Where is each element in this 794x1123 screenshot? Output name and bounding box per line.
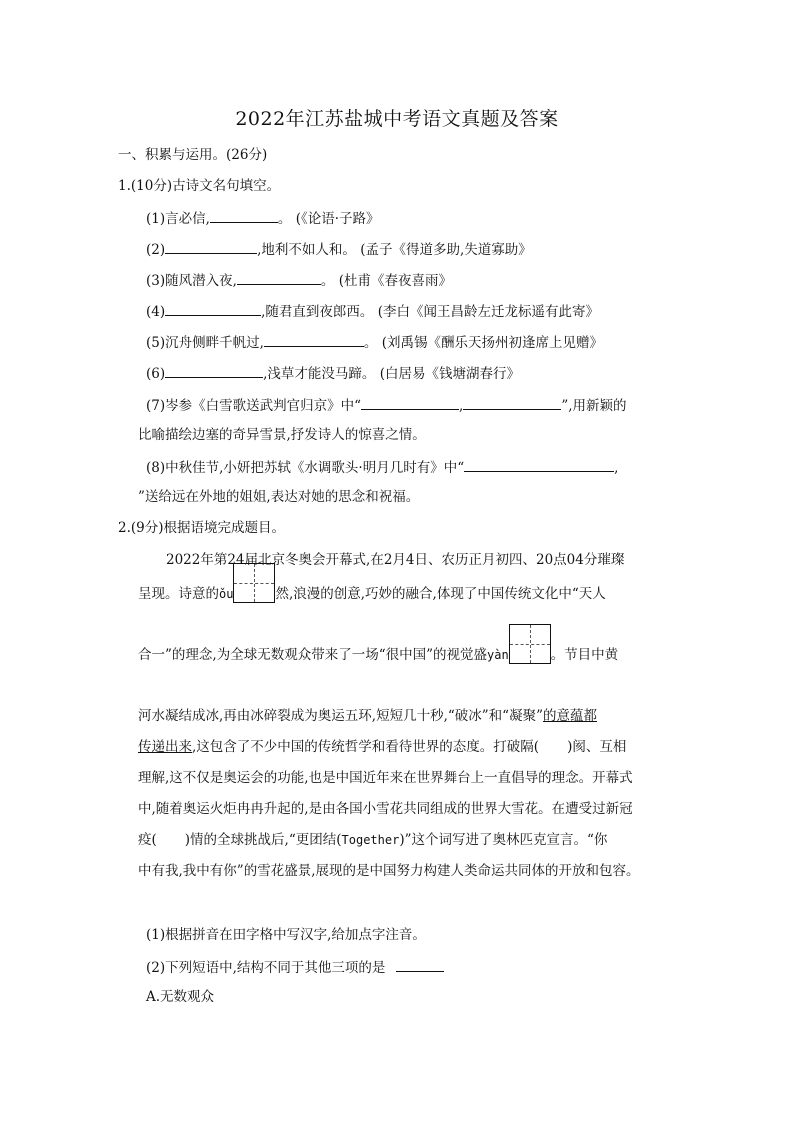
q1-item-5: (5)沉舟侧畔千帆过, 。 (刘禹锡《酬乐天扬州初逢席上见赠》: [146, 332, 603, 352]
passage-line: 2022年第24届北京冬奥会开幕式,在2月4日、农历正月初四、20点04分璀璨: [166, 552, 625, 568]
passage-line: 河水凝结成冰,再由冰碎裂成为奥运五环,短短几十秒,“破冰”和“凝聚”的意蕴都: [138, 708, 597, 724]
q1-item-7: (7)岑参《白雪歌送武判官归京》中“ , ”,用新颖的: [146, 395, 627, 415]
q1-item-2: (2) ,地利不如人和。 (孟子《得道多助,失道寡助》: [146, 239, 532, 259]
q1-item-4: (4) ,随君直到夜郎西。 (李白《闻王昌龄左迁龙标遥有此寄》: [146, 301, 599, 321]
answer-blank[interactable]: [463, 395, 561, 410]
q2-subquestion-1: (1)根据拼音在田字格中写汉字,给加点字注音。: [146, 927, 426, 943]
passage-line: 传递出来,这包含了不少中国的传统哲学和看待世界的态度。打破隔( )阂、互相: [138, 739, 627, 755]
tianzige-box[interactable]: [233, 563, 275, 603]
pinyin-prompt: ǒu: [219, 587, 234, 601]
answer-blank[interactable]: [264, 332, 364, 347]
q1-item-3: (3)随风潜入夜, 。 (杜甫《春夜喜雨》: [146, 270, 452, 290]
answer-blank[interactable]: [165, 239, 257, 254]
question-1-heading: 1.(10分)古诗文名句填空。: [118, 178, 281, 194]
passage-line: 中有我,我中有你”的雪花盛景,展现的是中国努力构建人类命运共同体的开放和包容。: [138, 863, 640, 879]
answer-blank[interactable]: [165, 301, 261, 316]
answer-blank[interactable]: [165, 363, 263, 378]
underlined-phrase: 的意蕴都: [542, 708, 597, 724]
answer-blank[interactable]: [210, 208, 278, 223]
passage-line: 合一”的理念,为全球无数观众带来了一场“很中国”的视觉盛yàn 。节目中黄: [138, 646, 618, 664]
answer-blank[interactable]: [361, 395, 459, 410]
page-title: 2022年江苏盐城中考语文真题及答案: [235, 108, 559, 130]
passage-line: 疫( )情的全球挑战后,“更团结(Together)”这个词写进了奥林匹克宣言。“你: [138, 832, 608, 848]
tianzige-box[interactable]: [509, 624, 551, 664]
passage-line: 理解,这不仅是奥运会的功能,也是中国近年来在世界舞台上一直倡导的理念。开幕式: [138, 770, 633, 786]
underlined-phrase: 传递出来: [138, 739, 192, 755]
q1-item-8: (8)中秋佳节,小妍把苏轼《水调歌头·明月几时有》中“ ,: [146, 457, 618, 477]
option-a: A.无数观众: [146, 989, 215, 1005]
passage-line: 呈现。诗意的ǒu 然,浪漫的创意,巧妙的融合,体现了中国传统文化中“天人: [138, 585, 606, 603]
passage-line: 中,随着奥运火炬冉冉升起的,是由各国小雪花共同组成的世界大雪花。在遭受过新冠: [138, 801, 633, 817]
q1-item-6: (6) ,浅草才能没马蹄。 (白居易《钱塘湖春行》: [146, 363, 520, 383]
q2-subquestion-2: (2)下列短语中,结构不同于其他三项的是: [146, 957, 444, 977]
q1-item-1: (1)言必信, 。 (《论语·子路》: [146, 208, 380, 228]
question-2-heading: 2.(9分)根据语境完成题目。: [118, 520, 286, 536]
section-heading: 一、积累与运用。(26分): [118, 147, 268, 163]
answer-blank[interactable]: [464, 457, 614, 472]
q1-item-7-cont: 比喻描绘边塞的奇异雪景,抒发诗人的惊喜之情。: [138, 427, 426, 443]
answer-blank[interactable]: [396, 957, 444, 972]
pinyin-prompt: yàn: [487, 648, 509, 662]
answer-blank[interactable]: [237, 270, 321, 285]
q1-item-8-cont: ”送给远在外地的姐姐,表达对她的思念和祝福。: [138, 489, 420, 505]
